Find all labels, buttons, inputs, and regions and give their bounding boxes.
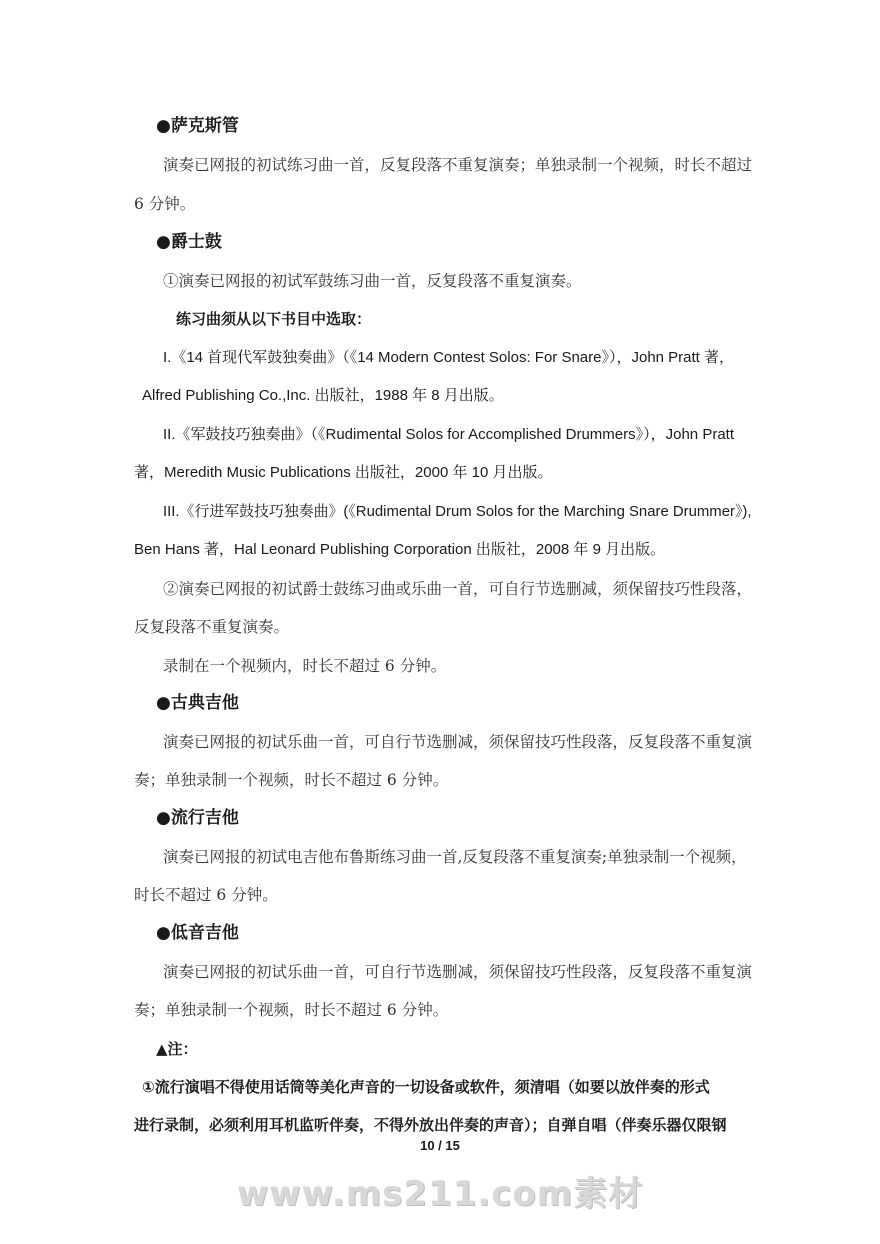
note-text-line-1: ①流行演唱不得使用话筒等美化声音的一切设备或软件，须清唱（如要以放伴奏的形式 [142, 1078, 710, 1096]
watermark: www.ms211.com素材 [236, 1174, 644, 1214]
jazz-item-2-line-2: 反复段落不重复演奏。 [134, 618, 290, 636]
jazz-books-intro: 练习曲须从以下书目中选取： [176, 310, 372, 328]
jazz-drum-heading: ●爵士鼓 [156, 232, 222, 252]
pop-guitar-heading: ●流行吉他 [156, 808, 239, 828]
sax-text-line-1: 演奏已网报的初试练习曲一首，反复段落不重复演奏；单独录制一个视频，时长不超过 [163, 156, 753, 174]
bass-text-line-1: 演奏已网报的初试乐曲一首，可自行节选删减，须保留技巧性段落，反复段落不重复演 [163, 963, 753, 981]
bass-text-line-2: 奏；单独录制一个视频，时长不超过 6 分钟。 [134, 1001, 449, 1019]
jazz-book-2-line-2: 著，Meredith Music Publications 出版社，2000 年 10 月出版。 [134, 464, 553, 481]
classical-text-line-2: 奏；单独录制一个视频，时长不超过 6 分钟。 [134, 771, 449, 789]
jazz-item-1: ①演奏已网报的初试军鼓练习曲一首，反复段落不重复演奏。 [163, 272, 582, 290]
note-text-line-2: 进行录制，必须利用耳机监听伴奏，不得外放出伴奏的声音）；自弹自唱（伴奏乐器仅限钢 [134, 1116, 727, 1134]
pop-text-line-2: 时长不超过 6 分钟。 [134, 886, 278, 904]
page-number: 10 / 15 [420, 1138, 460, 1153]
jazz-item-2-line-1: ②演奏已网报的初试爵士鼓练习曲或乐曲一首，可自行节选删减，须保留技巧性段落， [163, 580, 753, 598]
jazz-book-1-line-1: I.《14 首现代军鼓独奏曲》（《14 Modern Contest Solos: For Snare》），John Pratt 著， [163, 349, 735, 366]
sax-text-line-2: 6 分钟。 [134, 195, 196, 213]
pop-text-line-1: 演奏已网报的初试电吉他布鲁斯练习曲一首,反复段落不重复演奏;单独录制一个视频， [163, 848, 747, 866]
jazz-book-3-line-2: Ben Hans 著，Hal Leonard Publishing Corporation 出版社，2008 年 9 月出版。 [134, 541, 666, 558]
jazz-record-note: 录制在一个视频内，时长不超过 6 分钟。 [163, 657, 447, 675]
jazz-book-2-line-1: II.《军鼓技巧独奏曲》（《Rudimental Solos for Accomplished Drummers》），John Pratt [163, 426, 734, 443]
classical-guitar-heading: ●古典吉他 [156, 693, 239, 713]
bass-guitar-heading: ●低音吉他 [156, 923, 239, 943]
note-heading: ▲注： [156, 1040, 198, 1058]
classical-text-line-1: 演奏已网报的初试乐曲一首，可自行节选删减，须保留技巧性段落，反复段落不重复演 [163, 733, 753, 751]
jazz-book-1-line-2: Alfred Publishing Co.,Inc. 出版社，1988 年 8 月出版。 [142, 387, 504, 404]
jazz-book-3-line-1: III.《行进军鼓技巧独奏曲》(《Rudimental Drum Solos for the Marching Snare Drummer》), [163, 503, 752, 520]
sax-heading: ●萨克斯管 [156, 116, 239, 136]
